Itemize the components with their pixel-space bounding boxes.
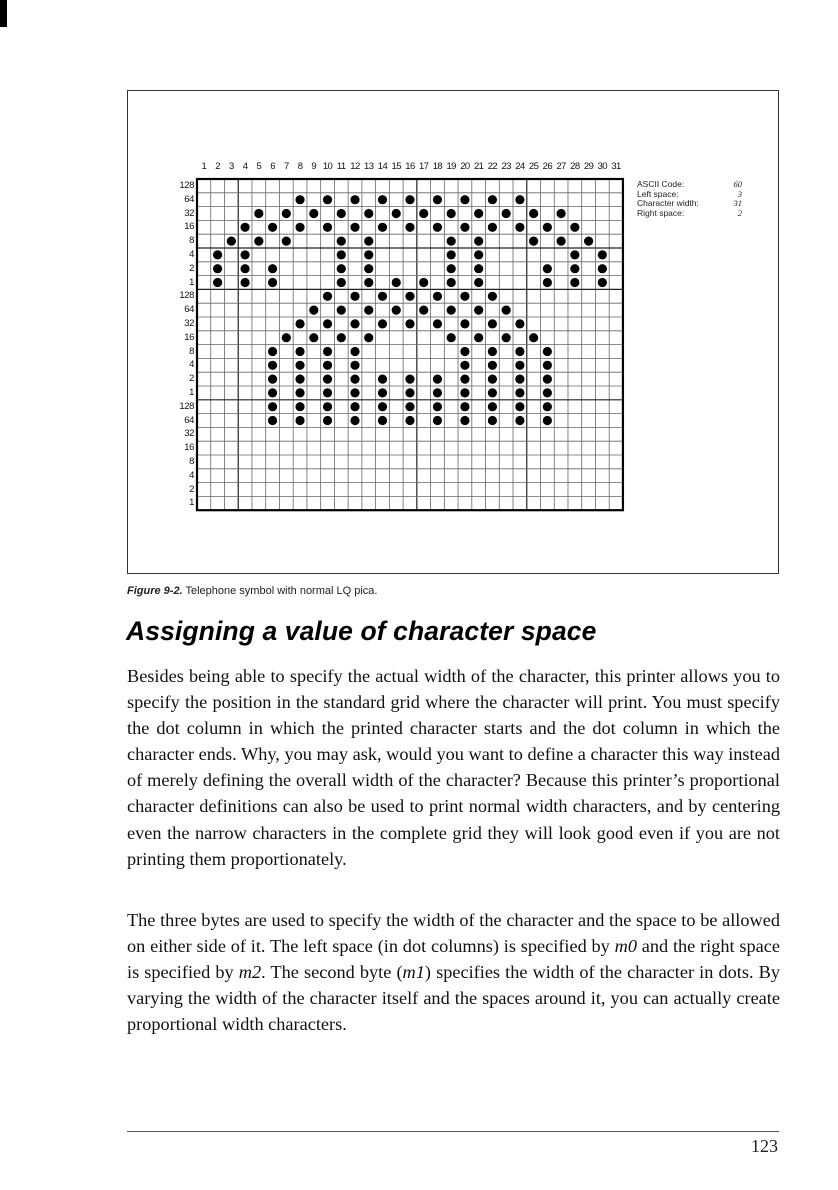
matrix-dot <box>323 347 332 356</box>
matrix-dot <box>515 223 524 232</box>
matrix-dot <box>405 402 414 411</box>
matrix-dot <box>502 333 511 342</box>
matrix-dot <box>460 375 469 384</box>
row-label: 16 <box>184 221 194 233</box>
matrix-dot <box>433 292 442 301</box>
figure-caption <box>127 585 377 597</box>
matrix-dot <box>364 278 373 287</box>
info-value: 31 <box>733 198 742 209</box>
matrix-dot <box>543 264 552 273</box>
matrix-dot <box>350 375 359 384</box>
matrix-dot <box>405 416 414 425</box>
matrix-dot <box>433 375 442 384</box>
row-label: 64 <box>184 304 194 316</box>
matrix-dot <box>378 402 387 411</box>
row-label: 4 <box>189 469 194 481</box>
page-edge-mark <box>0 0 7 27</box>
matrix-dot <box>295 319 304 328</box>
matrix-dot <box>543 278 552 287</box>
matrix-dot <box>392 209 401 218</box>
matrix-dot <box>570 223 579 232</box>
matrix-dot <box>337 237 346 246</box>
matrix-dot <box>364 209 373 218</box>
matrix-dot <box>570 264 579 273</box>
column-label: 11 <box>336 161 346 172</box>
matrix-dot <box>433 319 442 328</box>
matrix-dot <box>502 209 511 218</box>
column-label: 28 <box>570 161 580 172</box>
matrix-dot <box>378 388 387 397</box>
matrix-dot <box>474 209 483 218</box>
row-label: 8 <box>189 235 194 247</box>
matrix-dot <box>474 333 483 342</box>
matrix-dot <box>515 416 524 425</box>
body-paragraph-1: Besides being able to specify the actual width of the character, this printer allows you to specify the position in the standard grid where the character will print. You must specify the dot column in which the printed character starts and the dot column in which the character ends. Why, you may ask, would you want to define a character this way instead of merely defining the overall width of the character? Because this printer’s proportional character definitions can also be used to print normal width characters, and by centering even the narrow characters in the complete grid they will look good even if you are not printing them proportionately. <box>127 666 780 869</box>
matrix-dot <box>433 223 442 232</box>
matrix-dot <box>405 319 414 328</box>
matrix-dot <box>447 306 456 315</box>
matrix-dot <box>529 237 538 246</box>
matrix-dot <box>570 250 579 259</box>
matrix-dot <box>460 361 469 370</box>
matrix-dot <box>488 361 497 370</box>
matrix-dot <box>350 319 359 328</box>
row-label: 64 <box>184 414 194 426</box>
info-right-space <box>637 209 742 219</box>
matrix-dot <box>488 223 497 232</box>
column-label: 20 <box>460 161 470 172</box>
column-label: 15 <box>391 161 401 172</box>
matrix-dot <box>405 375 414 384</box>
matrix-dot <box>598 250 607 259</box>
column-label: 30 <box>597 161 607 172</box>
matrix-dot <box>447 237 456 246</box>
matrix-dot <box>350 416 359 425</box>
column-label: 16 <box>405 161 415 172</box>
matrix-dot <box>433 402 442 411</box>
row-label: 2 <box>189 262 194 274</box>
matrix-dot <box>543 416 552 425</box>
matrix-dot <box>309 333 318 342</box>
column-label: 6 <box>270 161 275 172</box>
matrix-dot <box>337 209 346 218</box>
matrix-dot <box>460 223 469 232</box>
info-label: Right space: <box>637 207 685 218</box>
matrix-dot <box>529 333 538 342</box>
matrix-dot <box>268 361 277 370</box>
matrix-dot <box>474 264 483 273</box>
matrix-dot <box>295 361 304 370</box>
byte-m1: m1 <box>402 962 425 983</box>
matrix-dot <box>419 306 428 315</box>
matrix-dot <box>529 209 538 218</box>
matrix-dot <box>337 264 346 273</box>
info-value: 3 <box>737 188 742 199</box>
matrix-dot <box>378 319 387 328</box>
matrix-dot <box>460 416 469 425</box>
matrix-dot <box>268 402 277 411</box>
matrix-dot <box>295 347 304 356</box>
row-label: 32 <box>184 428 194 440</box>
matrix-dot <box>364 264 373 273</box>
matrix-dot <box>392 306 401 315</box>
matrix-dot <box>350 223 359 232</box>
column-label: 19 <box>446 161 456 172</box>
matrix-dot <box>460 402 469 411</box>
matrix-dot <box>460 195 469 204</box>
row-label: 2 <box>189 483 194 495</box>
matrix-dot <box>364 237 373 246</box>
paragraph-text: and the right space is specified by <box>127 936 780 983</box>
matrix-dot <box>268 416 277 425</box>
figure-number: Figure 9-2. <box>127 585 183 597</box>
matrix-dot <box>227 237 236 246</box>
page-number: 123 <box>751 1136 778 1156</box>
row-label: 32 <box>184 207 194 219</box>
column-label: 12 <box>350 161 360 172</box>
matrix-dot <box>268 375 277 384</box>
matrix-dot <box>488 292 497 301</box>
matrix-dot <box>488 319 497 328</box>
column-label: 26 <box>542 161 553 172</box>
matrix-dot <box>323 375 332 384</box>
matrix-dot <box>584 237 593 246</box>
matrix-dot <box>213 250 222 259</box>
matrix-dot <box>240 264 249 273</box>
matrix-dot <box>350 347 359 356</box>
matrix-dot <box>337 278 346 287</box>
matrix-dot <box>447 209 456 218</box>
info-label: Character width: <box>637 198 699 209</box>
matrix-dot <box>295 375 304 384</box>
column-label: 5 <box>256 161 262 172</box>
matrix-dot <box>419 278 428 287</box>
column-label: 27 <box>556 161 566 172</box>
matrix-dot <box>515 402 524 411</box>
matrix-dot <box>515 195 524 204</box>
row-label: 128 <box>179 400 194 412</box>
matrix-dot <box>378 223 387 232</box>
matrix-dot <box>543 223 552 232</box>
matrix-dot <box>213 264 222 273</box>
matrix-dot <box>282 237 291 246</box>
matrix-dot <box>488 388 497 397</box>
matrix-dot <box>254 237 263 246</box>
row-label: 8 <box>189 456 194 467</box>
matrix-dot <box>447 250 456 259</box>
column-label: 7 <box>283 161 289 172</box>
matrix-dot <box>502 306 511 315</box>
matrix-dot <box>350 388 359 397</box>
matrix-dot <box>268 388 277 397</box>
matrix-dot <box>447 278 456 287</box>
figure-caption-text: Telephone symbol with normal LQ pica. <box>182 585 378 597</box>
matrix-dot <box>364 250 373 259</box>
column-label: 10 <box>322 161 333 172</box>
matrix-dot <box>598 278 607 287</box>
matrix-dot <box>240 223 249 232</box>
matrix-dot <box>433 388 442 397</box>
matrix-dot <box>323 319 332 328</box>
matrix-dot <box>337 333 346 342</box>
matrix-dot <box>474 237 483 246</box>
matrix-dot <box>488 402 497 411</box>
matrix-dot <box>323 388 332 397</box>
matrix-dot <box>350 361 359 370</box>
row-label: 4 <box>189 359 194 371</box>
column-label: 14 <box>377 161 388 172</box>
matrix-dot <box>213 278 222 287</box>
matrix-dot <box>460 319 469 328</box>
matrix-dot <box>350 402 359 411</box>
paragraph-text: ) specifies the width of the character in dots. By varying the width of the character itself and the spaces around it, you can actually create proportional width characters. <box>127 962 780 1035</box>
matrix-dot <box>433 195 442 204</box>
matrix-dot <box>378 375 387 384</box>
column-label: 18 <box>432 161 443 172</box>
matrix-dot <box>419 209 428 218</box>
matrix-dot <box>460 388 469 397</box>
column-label: 25 <box>528 161 539 172</box>
matrix-dot <box>254 209 263 218</box>
matrix-dot <box>557 237 566 246</box>
column-label: 24 <box>515 161 525 172</box>
matrix-dot <box>323 361 332 370</box>
matrix-dot <box>282 333 291 342</box>
character-info-panel <box>637 180 742 218</box>
column-label: 9 <box>311 161 317 172</box>
matrix-dot <box>392 278 401 287</box>
row-label: 4 <box>189 249 194 260</box>
matrix-dot <box>570 278 579 287</box>
matrix-dot <box>309 209 318 218</box>
matrix-dot <box>268 264 277 273</box>
row-label: 8 <box>189 345 194 357</box>
matrix-dot <box>543 388 552 397</box>
column-number-labels <box>197 161 623 175</box>
matrix-dot <box>557 209 566 218</box>
row-label: 128 <box>179 290 194 302</box>
row-label: 128 <box>179 180 194 191</box>
footer-divider <box>127 1131 779 1132</box>
matrix-dot <box>364 306 373 315</box>
matrix-dot <box>515 361 524 370</box>
byte-m0: m0 <box>614 936 637 957</box>
byte-m2: m2 <box>238 962 262 983</box>
row-label: 16 <box>184 331 194 343</box>
matrix-dot <box>515 388 524 397</box>
matrix-dot <box>488 347 497 356</box>
column-label: 2 <box>215 161 220 172</box>
row-label: 1 <box>189 497 194 509</box>
row-label: 1 <box>189 276 194 288</box>
column-label: 22 <box>487 161 498 172</box>
matrix-dot <box>323 402 332 411</box>
matrix-dot <box>515 319 524 328</box>
column-label: 4 <box>242 161 248 172</box>
matrix-dot <box>460 347 469 356</box>
matrix-dot <box>350 292 359 301</box>
matrix-dot <box>337 306 346 315</box>
matrix-dot <box>515 347 524 356</box>
matrix-dot <box>405 223 414 232</box>
matrix-dot <box>323 292 332 301</box>
row-label: 16 <box>184 442 194 454</box>
matrix-dot <box>364 333 373 342</box>
matrix-dot <box>433 416 442 425</box>
matrix-dot <box>309 306 318 315</box>
column-label: 13 <box>364 161 374 172</box>
matrix-dot <box>405 292 414 301</box>
matrix-dot <box>268 347 277 356</box>
row-label: 32 <box>184 318 194 329</box>
column-label: 3 <box>228 161 234 172</box>
matrix-dot <box>543 375 552 384</box>
matrix-dot <box>488 195 497 204</box>
info-value: 60 <box>733 179 742 189</box>
matrix-dot <box>474 250 483 259</box>
paragraph-text: The three bytes are used to specify the width of the character and the space to be allowed on either side of it. The left space (in dot columns) is specified by <box>127 910 780 957</box>
matrix-dot <box>488 416 497 425</box>
matrix-dot <box>447 264 456 273</box>
matrix-dot <box>460 292 469 301</box>
body-paragraph-2 <box>127 907 780 1037</box>
matrix-dot <box>240 278 249 287</box>
matrix-dot <box>378 195 387 204</box>
matrix-dot <box>350 195 359 204</box>
matrix-dot <box>323 223 332 232</box>
matrix-dot <box>598 264 607 273</box>
column-label: 8 <box>297 161 303 172</box>
matrix-dot <box>282 209 291 218</box>
row-label: 2 <box>189 373 194 385</box>
matrix-dot <box>323 416 332 425</box>
matrix-dot <box>337 250 346 259</box>
column-label: 17 <box>419 161 429 172</box>
matrix-dot <box>543 402 552 411</box>
matrix-dot <box>488 375 497 384</box>
matrix-dot <box>295 195 304 204</box>
column-label: 29 <box>583 161 594 172</box>
paragraph-text: . The second byte ( <box>261 962 403 983</box>
matrix-dot <box>295 416 304 425</box>
dot-matrix-grid <box>195 177 627 514</box>
column-label: 23 <box>501 161 511 172</box>
row-label: 64 <box>184 193 194 205</box>
matrix-dot <box>378 416 387 425</box>
row-label: 1 <box>189 387 194 398</box>
matrix-dot <box>295 223 304 232</box>
matrix-dot <box>515 375 524 384</box>
section-heading: Assigning a value of character space <box>126 616 597 646</box>
matrix-dot <box>295 402 304 411</box>
matrix-dot <box>405 388 414 397</box>
matrix-dot <box>240 250 249 259</box>
column-label: 21 <box>473 161 484 172</box>
matrix-dot <box>474 306 483 315</box>
matrix-dot <box>268 223 277 232</box>
matrix-dot <box>378 292 387 301</box>
column-label: 1 <box>201 161 207 172</box>
matrix-dot <box>447 333 456 342</box>
column-label: 31 <box>611 161 621 172</box>
matrix-dot <box>543 361 552 370</box>
matrix-dot <box>268 278 277 287</box>
matrix-dot <box>405 195 414 204</box>
info-label: ASCII Code: <box>637 179 685 189</box>
matrix-dot <box>323 195 332 204</box>
matrix-dot <box>543 347 552 356</box>
matrix-dot <box>295 388 304 397</box>
info-value: 2 <box>737 207 742 218</box>
info-label: Left space: <box>637 188 679 199</box>
matrix-dot <box>474 278 483 287</box>
